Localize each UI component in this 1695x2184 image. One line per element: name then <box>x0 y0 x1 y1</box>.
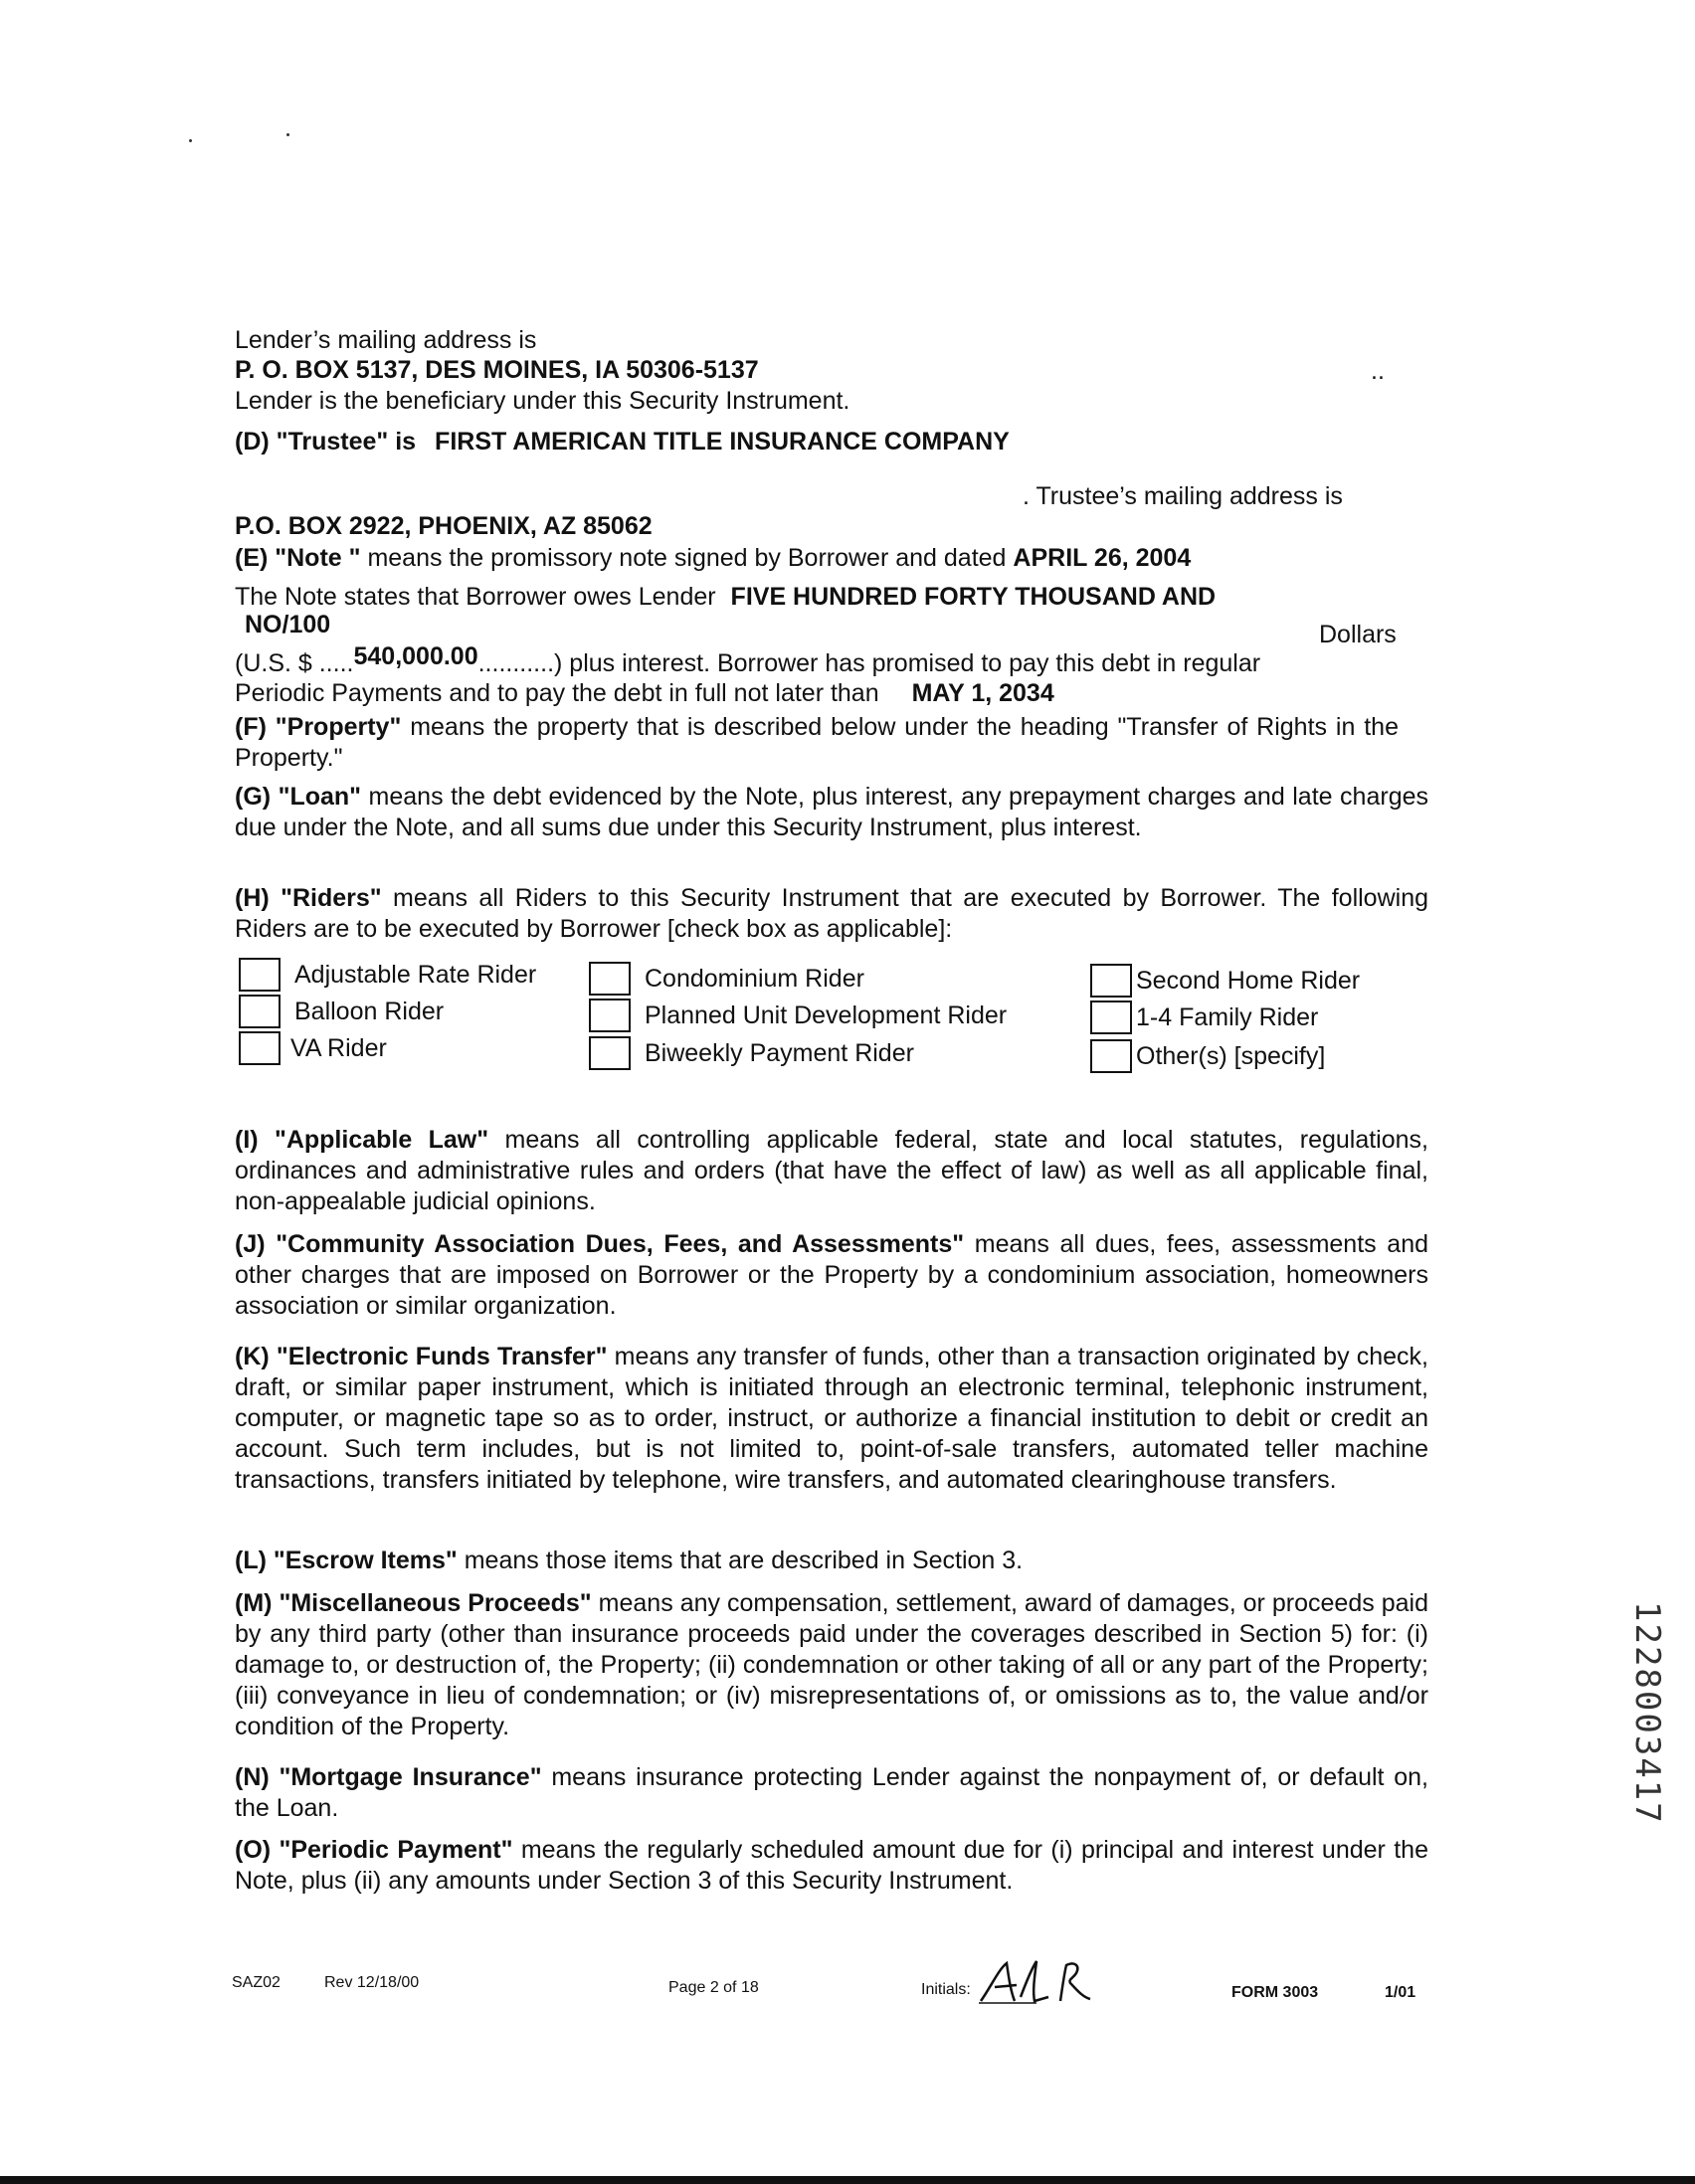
definition-escrow-items <box>235 1546 1428 1576</box>
note-amount-words-2: NO/100 <box>245 611 331 638</box>
note-amount-words: FIVE HUNDRED FORTY THOUSAND AND <box>730 583 1217 611</box>
rider-label: Second Home Rider <box>1136 967 1361 995</box>
definition-text: means the regularly scheduled amount due for (i) principal and interest under the Note, plus (ii) any amounts under Section 3 of this Security Instrument. <box>235 1836 1428 1895</box>
checkbox[interactable] <box>239 995 281 1028</box>
property-label: (F) "Property" <box>235 713 402 741</box>
note-label: (E) "Note " <box>235 544 361 572</box>
definition-electronic-funds-transfer <box>235 1342 1428 1496</box>
trustee-line <box>235 427 1010 456</box>
definition-label: (L) "Escrow Items" <box>235 1547 458 1574</box>
loan-label: (G) "Loan" <box>235 783 362 811</box>
note-line-2 <box>235 582 1216 612</box>
note-text-1: means the promissory note signed by Borrower and dated <box>367 544 1007 572</box>
definition-property <box>235 712 1399 774</box>
trustee-prefix: (D) "Trustee" is <box>235 428 417 455</box>
note-dollars: Dollars <box>1319 621 1397 648</box>
checkbox[interactable] <box>589 962 631 996</box>
riders-label: (H) "Riders" <box>235 884 382 912</box>
definition-text: means all dues, fees, assessments and other charges that are imposed on Borrower or the Property by a condominium association, homeowners association or similar organization. <box>235 1230 1429 1320</box>
trustee-mailing-address: P.O. BOX 2922, PHOENIX, AZ 85062 <box>235 512 653 540</box>
definition-label: (K) "Electronic Funds Transfer" <box>235 1343 608 1370</box>
definition-periodic-payment <box>235 1835 1428 1897</box>
definition-riders <box>235 883 1428 945</box>
footer-form-code: SAZ02 <box>232 1974 281 1991</box>
rider-others[interactable] <box>1090 1039 1325 1073</box>
checkbox[interactable] <box>1090 1001 1132 1034</box>
definition-label: (I) "Applicable Law" <box>235 1126 489 1154</box>
rider-label: Planned Unit Development Rider <box>645 1001 1008 1029</box>
note-line-4 <box>235 678 1054 708</box>
note-text-3: Periodic Payments and to pay the debt in full not later than <box>235 679 879 707</box>
rider-label: 1-4 Family Rider <box>1136 1003 1319 1031</box>
footer-page-number: Page 2 of 18 <box>668 1979 759 1996</box>
rider-va[interactable] <box>239 1031 387 1065</box>
definition-text: means any compensation, settlement, award of damages, or proceeds paid by any third party (other than insurance proceeds paid under the coverages described in Section 5) for: (i) damage to, or destruction of, the Property; (ii) condemnation or other taking of all or any part of the Property; (iii) conveyance in lieu of condemnation; or (iv) misrepresentations of, or omissions as to, the value and/or condition of the Property. <box>235 1589 1428 1740</box>
footer-form-date: 1/01 <box>1385 1984 1416 2001</box>
rider-balloon[interactable] <box>239 995 444 1028</box>
definition-mortgage-insurance <box>235 1762 1428 1824</box>
definition-label: (J) "Community Association Dues, Fees, and Assessments" <box>235 1230 965 1258</box>
initials-signature <box>977 1957 1096 2009</box>
riders-text: means all Riders to this Security Instrument that are executed by Borrower. The following Riders are to be executed by Borrower [check box as applicable]: <box>235 884 1428 943</box>
definition-miscellaneous-proceeds <box>235 1588 1428 1742</box>
lender-mailing-label: Lender’s mailing address is <box>235 326 537 354</box>
definition-label: (O) "Periodic Payment" <box>235 1836 513 1864</box>
scan-speck <box>189 139 192 142</box>
definition-text: means all controlling applicable federal, state and local statutes, regulations, ordinances and administrative rules and orders (that have the effect of law) as well as all applicable final, non-appealable judicial opinions. <box>235 1126 1428 1215</box>
rider-condominium[interactable] <box>589 962 864 996</box>
definition-text: means insurance protecting Lender against the nonpayment of, or default on, the Loan. <box>235 1763 1428 1822</box>
footer-form-number: FORM 3003 <box>1231 1984 1319 2001</box>
note-us-prefix: (U.S. $ ..... <box>235 649 354 677</box>
rider-label: Biweekly Payment Rider <box>645 1039 914 1067</box>
definition-label: (M) "Miscellaneous Proceeds" <box>235 1589 592 1617</box>
side-recording-number: 1228003417 <box>1627 1601 1667 1825</box>
definition-applicable-law <box>235 1125 1428 1217</box>
scan-bottom-edge <box>0 2176 1695 2184</box>
rider-planned-unit-development[interactable] <box>589 999 1007 1032</box>
trailing-dots: .. <box>1371 357 1385 385</box>
checkbox[interactable] <box>239 1031 281 1065</box>
note-us-suffix: ...........) plus interest. Borrower has promised to pay this debt in regular <box>477 649 1261 677</box>
rider-label: VA Rider <box>290 1034 387 1062</box>
definition-loan <box>235 782 1428 843</box>
note-maturity: MAY 1, 2034 <box>911 679 1054 707</box>
note-text-2: The Note states that Borrower owes Lender <box>235 583 716 611</box>
definition-text: means any transfer of funds, other than a transaction originated by check, draft, or similar paper instrument, which is initiated through an electronic terminal, telephonic instrument, computer, or magnetic tape so as to order, instruct, or authorize a financial institution to debit or credit an account. Such term includes, but is not limited to, point-of-sale transfers, automated teller machine transactions, transfers initiated by telephone, wire transfers, and automated clearinghouse transfers. <box>235 1343 1428 1494</box>
rider-label: Condominium Rider <box>645 965 864 993</box>
property-text: means the property that is described below under the heading "Transfer of Rights in the Property." <box>235 713 1399 772</box>
scan-speck <box>286 133 289 136</box>
note-amount: 540,000.00 <box>353 642 478 670</box>
checkbox[interactable] <box>1090 1039 1132 1073</box>
definition-community-association <box>235 1229 1428 1322</box>
trustee-name: FIRST AMERICAN TITLE INSURANCE COMPANY <box>435 428 1010 455</box>
note-line-3 <box>235 642 1261 678</box>
definition-label: (N) "Mortgage Insurance" <box>235 1763 542 1791</box>
lender-beneficiary-line: Lender is the beneficiary under this Security Instrument. <box>235 387 850 415</box>
note-date: APRIL 26, 2004 <box>1013 544 1192 572</box>
trustee-mailing-label: . Trustee’s mailing address is <box>1023 482 1343 510</box>
loan-text: means the debt evidenced by the Note, plus interest, any prepayment charges and late charges due under the Note, and all sums due under this Security Instrument, plus interest. <box>235 783 1429 841</box>
note-line-1 <box>235 543 1191 573</box>
rider-label: Other(s) [specify] <box>1136 1042 1326 1070</box>
definition-text: means those items that are described in Section 3. <box>464 1547 1024 1574</box>
rider-biweekly-payment[interactable] <box>589 1036 914 1070</box>
checkbox[interactable] <box>239 958 281 992</box>
rider-1-4-family[interactable] <box>1090 1001 1318 1034</box>
lender-mailing-address: P. O. BOX 5137, DES MOINES, IA 50306-5137 <box>235 356 759 384</box>
checkbox[interactable] <box>589 999 631 1032</box>
footer-initials-label: Initials: <box>921 1981 971 1998</box>
rider-label: Balloon Rider <box>294 998 445 1025</box>
rider-adjustable-rate[interactable] <box>239 958 536 992</box>
checkbox[interactable] <box>1090 964 1132 998</box>
footer-revision: Rev 12/18/00 <box>324 1974 420 1991</box>
checkbox[interactable] <box>589 1036 631 1070</box>
rider-label: Adjustable Rate Rider <box>294 961 537 989</box>
rider-second-home[interactable] <box>1090 964 1360 998</box>
